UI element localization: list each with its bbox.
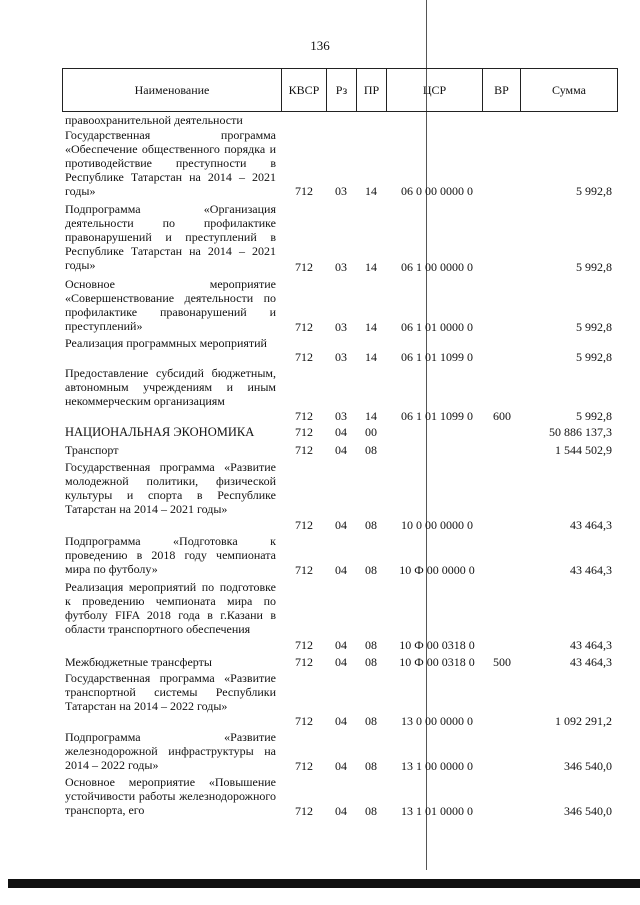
row-kvsr: 712 [295,563,313,577]
row-kvsr: 712 [295,655,313,669]
row-sum: 43 464,3 [570,638,612,652]
row-rz: 03 [335,409,347,423]
row-csr: 06 1 01 1099 0 [401,350,473,364]
row-kvsr: 712 [295,638,313,652]
row-pr: 00 [365,425,377,439]
row-rz: 04 [335,759,347,773]
row-kvsr: 712 [295,320,313,334]
row-name: Подпрограмма «Подготовка к проведению в 2018 году чемпионата мира по футболу» [65,534,276,576]
header-rz: Рз [326,69,356,111]
row-name: Государственная программа «Обеспечение общественного порядка и противодействие преступности в Республике Татарстан на 2014 – 2021 годы» [65,128,276,198]
row-sum: 5 992,8 [576,184,612,198]
row-name: Реализация программных мероприятий [65,336,267,350]
row-pr: 08 [365,563,377,577]
row-name: Основное мероприятие «Совершенствование деятельности по профилактике правонарушений и преступлений» [65,277,276,333]
header-pr: ПР [356,69,386,111]
row-sum: 5 992,8 [576,320,612,334]
row-kvsr: 712 [295,443,313,457]
row-rz: 04 [335,804,347,818]
header-csr: ЦСР [386,69,482,111]
row-kvsr: 712 [295,804,313,818]
row-rz: 04 [335,425,347,439]
row-csr: 06 1 01 0000 0 [401,320,473,334]
row-pr: 08 [365,638,377,652]
row-rz: 04 [335,518,347,532]
row-name: Основное мероприятие «Повышение устойчивости работы железнодорожного транспорта, его [65,775,276,817]
row-rz: 03 [335,260,347,274]
row-csr: 10 Ф 00 0318 0 [399,655,475,669]
row-sum: 5 992,8 [576,260,612,274]
page-number: 136 [310,38,330,53]
scan-vertical-line [426,0,427,870]
row-rz: 04 [335,714,347,728]
row-kvsr: 712 [295,260,313,274]
row-csr: 13 1 00 0000 0 [401,759,473,773]
header-name: Наименование [134,82,210,97]
row-pr: 08 [365,655,377,669]
row-sum: 1 092 291,2 [555,714,612,728]
row-csr: 10 Ф 00 0000 0 [399,563,475,577]
row-csr: 10 Ф 00 0318 0 [399,638,475,652]
row-sum: 1 544 502,9 [555,443,612,457]
row-pr: 14 [365,350,377,364]
row-name: правоохранительной деятельности [65,113,243,127]
row-pr: 08 [365,804,377,818]
header-kvsr: КВСР [281,69,326,111]
row-name: Межбюджетные трансферты [65,655,212,669]
row-pr: 14 [365,260,377,274]
row-sum: 5 992,8 [576,350,612,364]
row-pr: 08 [365,518,377,532]
header-sum: Сумма [520,69,617,111]
header-vr: ВР [482,69,520,111]
row-name: Подпрограмма «Развитие железнодорожной инфраструктуры на 2014 – 2022 годы» [65,730,276,772]
row-sum: 43 464,3 [570,518,612,532]
row-name: Подпрограмма «Организация деятельности по профилактике правонарушений и преступлений в Республике Татарстан на 2014 – 2021 годы» [65,202,276,272]
row-name: Транспорт [65,443,119,457]
row-rz: 03 [335,350,347,364]
row-kvsr: 712 [295,409,313,423]
row-sum: 5 992,8 [576,409,612,423]
row-name: НАЦИОНАЛЬНАЯ ЭКОНОМИКА [65,425,255,439]
row-rz: 04 [335,638,347,652]
row-pr: 08 [365,759,377,773]
row-kvsr: 712 [295,184,313,198]
row-vr: 600 [493,409,511,423]
row-csr: 06 0 00 0000 0 [401,184,473,198]
table-header [62,68,618,112]
row-pr: 08 [365,714,377,728]
row-rz: 04 [335,563,347,577]
row-rz: 03 [335,184,347,198]
row-csr: 10 0 00 0000 0 [401,518,473,532]
row-pr: 14 [365,409,377,423]
row-csr: 06 1 01 1099 0 [401,409,473,423]
row-kvsr: 712 [295,714,313,728]
row-pr: 14 [365,320,377,334]
row-kvsr: 712 [295,518,313,532]
row-csr: 06 1 00 0000 0 [401,260,473,274]
row-vr: 500 [493,655,511,669]
row-kvsr: 712 [295,759,313,773]
row-csr: 13 0 00 0000 0 [401,714,473,728]
row-rz: 04 [335,443,347,457]
row-name: Государственная программа «Развитие молодежной политики, физической культуры и спорта в Республике Татарстан на 2014 – 2021 годы» [65,460,276,516]
row-csr: 13 1 01 0000 0 [401,804,473,818]
row-kvsr: 712 [295,425,313,439]
row-rz: 04 [335,655,347,669]
row-name: Реализация мероприятий по подготовке к проведению чемпионата мира по футболу FIFA 2018 года в г.Казани в области транспортного обеспечения [65,580,276,636]
row-sum: 346 540,0 [564,759,612,773]
row-kvsr: 712 [295,350,313,364]
row-sum: 346 540,0 [564,804,612,818]
row-sum: 43 464,3 [570,655,612,669]
row-rz: 03 [335,320,347,334]
row-sum: 50 886 137,3 [549,425,612,439]
row-name: Предоставление субсидий бюджетным, автономным учреждениям и иным некоммерческим организациям [65,366,276,408]
row-pr: 14 [365,184,377,198]
scan-bottom-edge [8,879,640,888]
row-name: Государственная программа «Развитие транспортной системы Республики Татарстан на 2014 – 2022 годы» [65,671,276,713]
row-pr: 08 [365,443,377,457]
row-sum: 43 464,3 [570,563,612,577]
